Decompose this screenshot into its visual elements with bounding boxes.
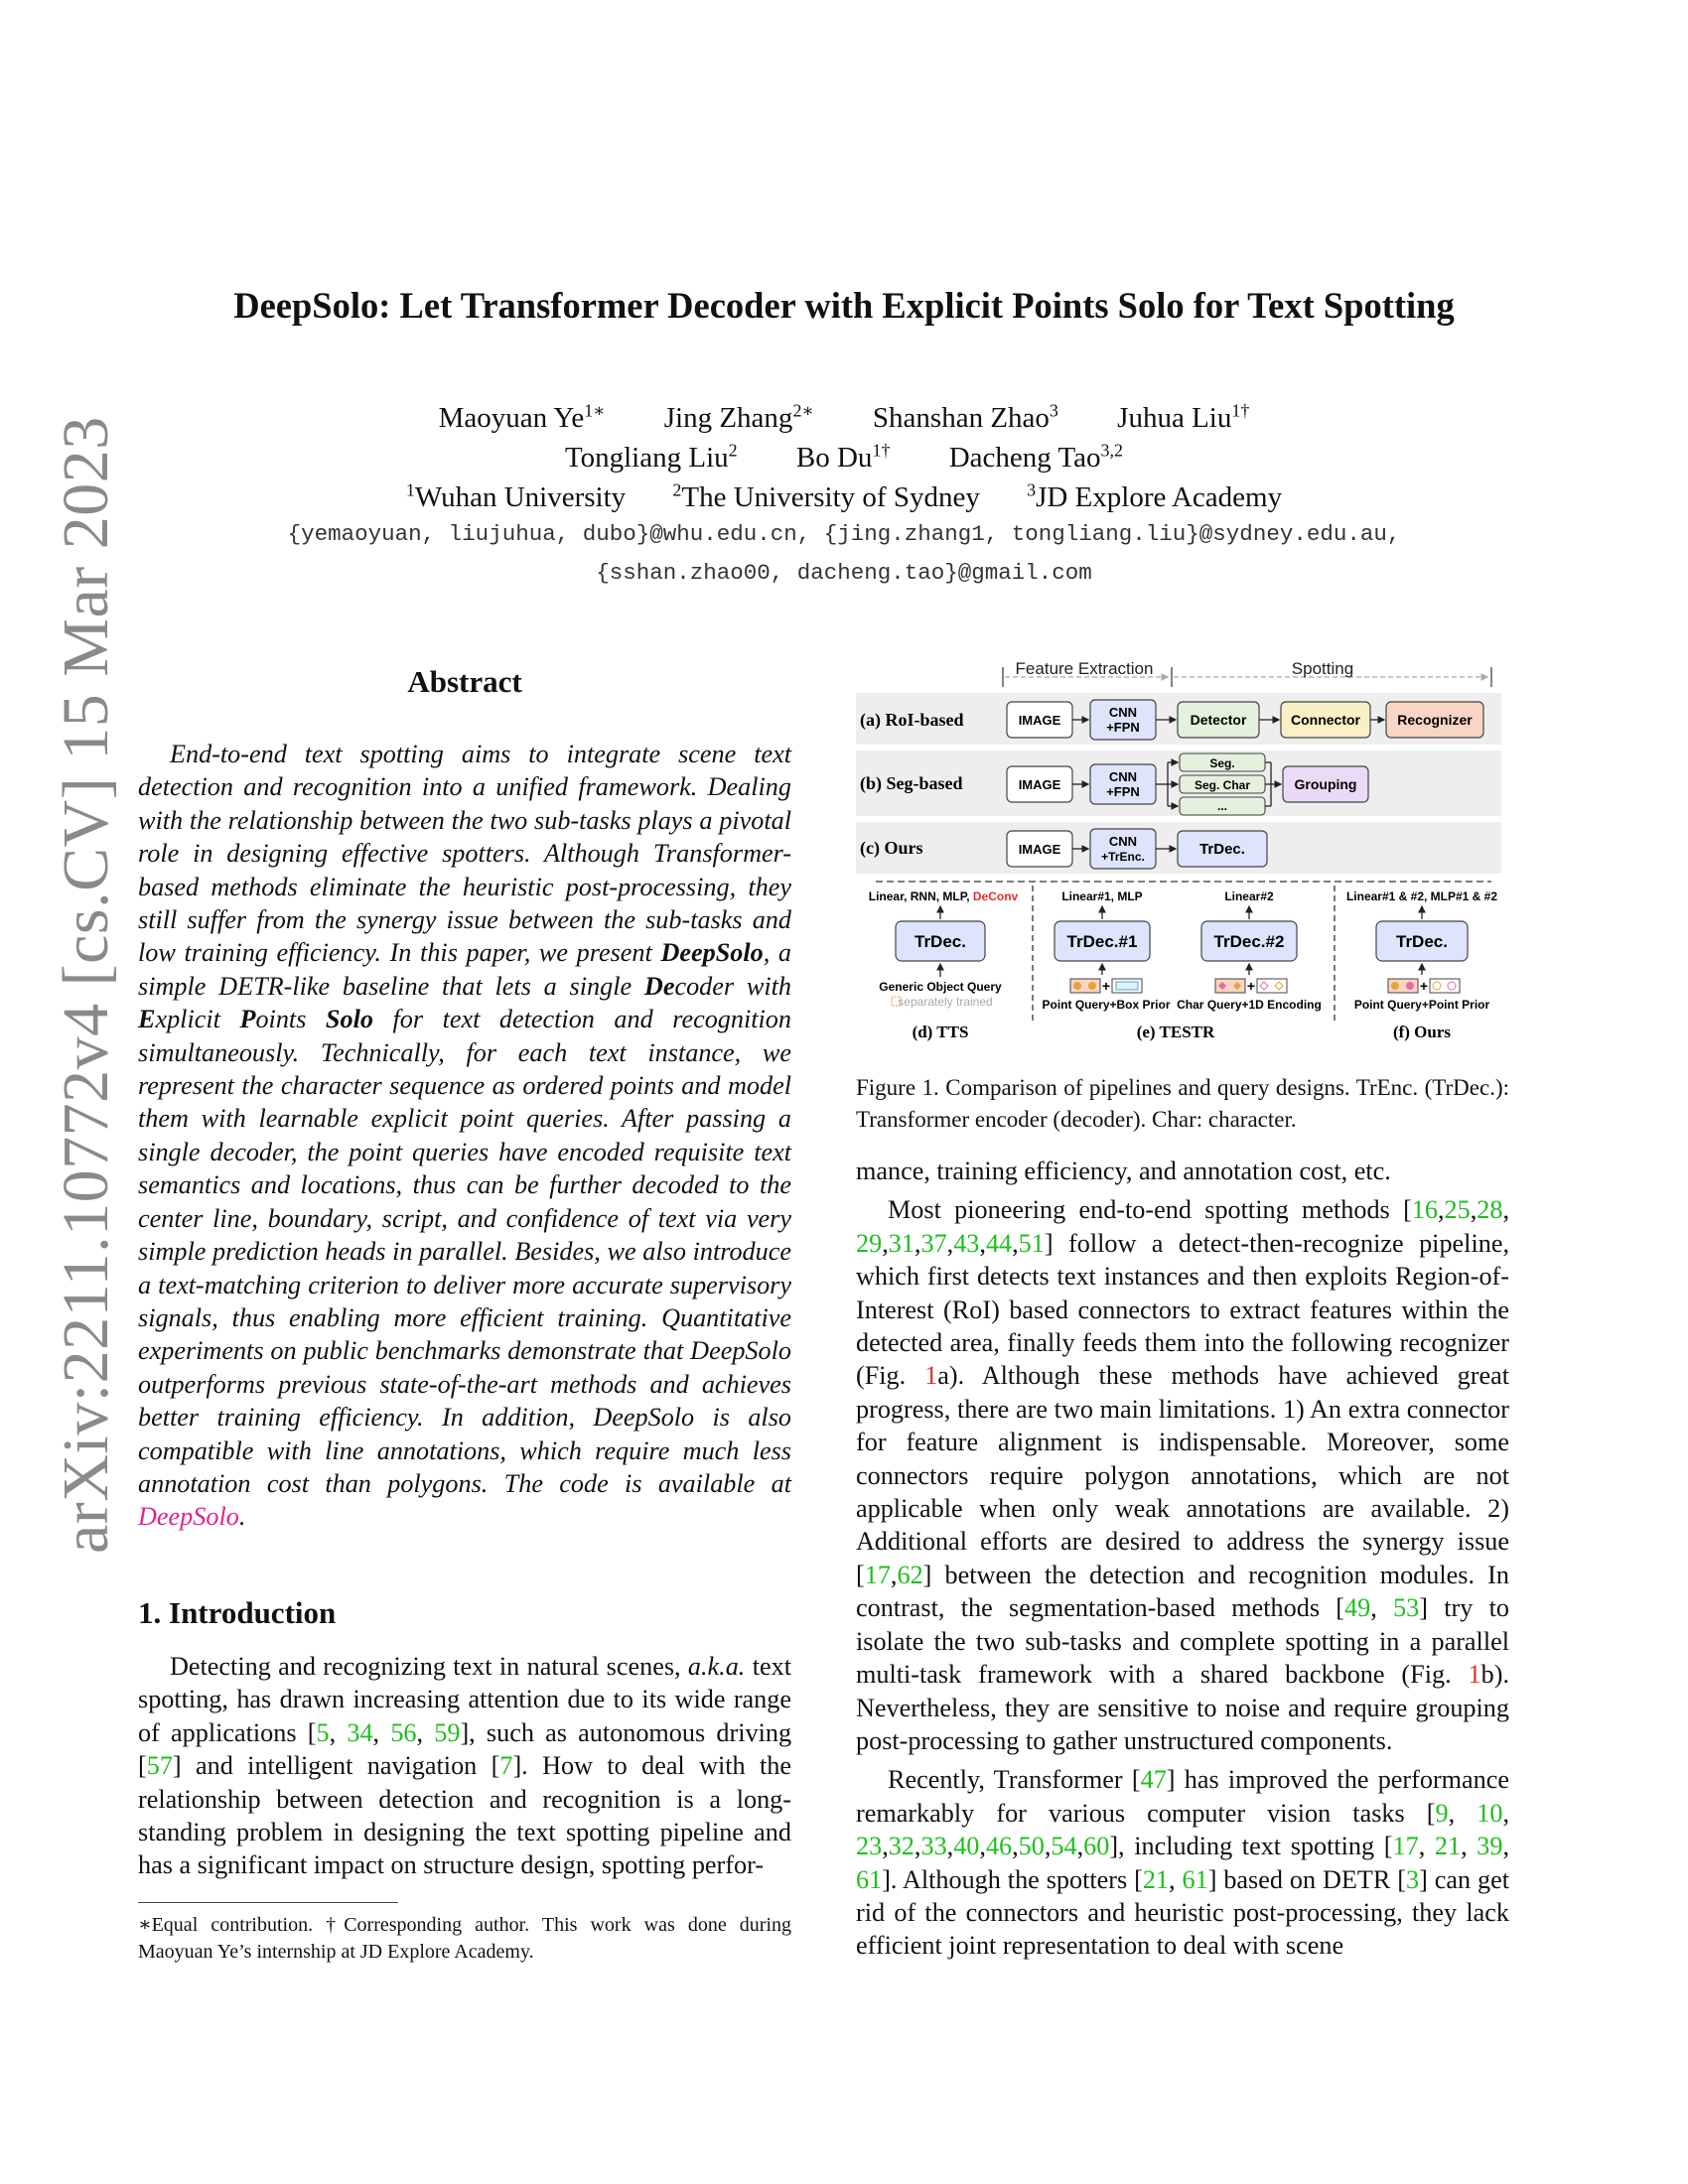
citation[interactable]: 21 [1142, 1864, 1170, 1894]
more-label: ... [1216, 799, 1228, 813]
arxiv-identifier: arXiv:2211.10772v4 [cs.CV] 15 Mar 2023 [50, 416, 122, 1554]
ours-query-label: Point Query+Point Prior [1353, 998, 1490, 1012]
plus: + [1419, 978, 1429, 994]
abstract-paragraph: End-to-end text spotting aims to integrate scene text detection and recognition into a unified framework. Dealing with the relationship between the two sub-tasks plays a pivotal role in designing effective spotters. Although Transformer-based methods eliminate the heuristic post-processing, they still suffer from the synergy issue between the sub-tasks and low training efficiency. In this paper, we present DeepSolo, a simple DETR-like baseline that lets a single Decoder with Explicit Points Solo for text detection and recognition simultaneously. Technically, for each text instance, we represent the character sequence as ordered points and model them with learnable explicit point queries. After passing a single decoder, the point queries have encoded requisite text semantics and locations, thus can be further decoded to the center line, boundary, script, and confidence of text via very simple prediction heads in parallel. Besides, we also introduce a text-matching criterion to deliver more accurate supervisory signals, thus enabling more efficient training. Quantitative experiments on public benchmarks demonstrate that DeepSolo outperforms previous state-of-the-art methods and achieves better training efficiency. In addition, DeepSolo is also compatible with line annotations, which require much less annotation cost than polygons. The code is available at DeepSolo. [138, 740, 792, 1532]
citation[interactable]: 50 [1018, 1832, 1045, 1861]
cnn-label: CNN [1108, 834, 1138, 849]
citation[interactable]: 47 [1140, 1765, 1167, 1795]
paragraph-transformer: Recently, Transformer [47] has improved the performance remarkably for various computer vision tasks [9, 10, 23,32,33,40,46,50,54,60], including text spotting [17, 21, 39, 61]. Although the spotters [21, 61] based on DETR [3] can get rid of the connectors and heuristic post-processing, they lack efficient joint representation to deal with scene [856, 1765, 1510, 1961]
trenc-label: +TrEnc. [1101, 850, 1145, 864]
citation[interactable]: 37 [920, 1228, 947, 1258]
author-row-2 [99, 431, 1589, 477]
citation[interactable]: 31 [888, 1228, 914, 1258]
citation[interactable]: 60 [1083, 1832, 1110, 1861]
citation[interactable]: 54 [1051, 1832, 1077, 1861]
citation[interactable]: 17 [864, 1560, 891, 1589]
intro-heading: 1. Introduction [138, 1595, 337, 1630]
tts-heads: Linear, RNN, MLP, DeConv [868, 889, 1019, 903]
citation[interactable]: 29 [856, 1228, 883, 1258]
fpn-label: +FPN [1106, 720, 1140, 735]
citation[interactable]: 46 [985, 1832, 1013, 1861]
citation[interactable]: 57 [146, 1751, 173, 1781]
paragraph-pioneering: Most pioneering end-to-end spotting methods [16,25,28, 29,31,37,43,44,51] follow a detect-then-recognize pipeline, which first detects text instances and then exploits Region-of-Interest (RoI) based connectors to extract features within the detected area, finally feeds them into the following recognizer (Fig. 1a). Although these methods have achieved great progress, there are two main limitations. 1) An extra connector for feature alignment is indispensable. Moreover, some connectors require polygon annotations, which are not applicable when only weak annotations are available. 2) Additional efforts are desired to address the synergy issue [17,62] between the detection and recognition modules. In contrast, the segmentation-based methods [49, 53] try to isolate the two sub-tasks and complete spotting in a parallel multi-task framework with a shared backbone (Fig. 1b). Nevertheless, they are sensitive to noise and require grouping post-processing to gather unstructured components. [856, 1195, 1510, 1755]
email-line-2: {sshan.zhao00, dacheng.tao}@gmail.com [596, 560, 1092, 586]
recognizer-label: Recognizer [1397, 712, 1473, 728]
affiliation: $^1$Wuhan University [405, 479, 627, 513]
image-label: IMAGE [1018, 842, 1061, 857]
affiliations [99, 471, 1589, 516]
ours-trdec-label: TrDec. [1396, 932, 1448, 951]
citation[interactable]: 34 [347, 1717, 373, 1747]
testr-head-2: Linear#2 [1224, 889, 1274, 903]
citation[interactable]: 3 [1406, 1864, 1420, 1894]
grouping-label: Grouping [1294, 776, 1357, 792]
continued-text: mance, training efficiency, and annotation cost, etc. [856, 1157, 1391, 1185]
row-label-c: (c) Ours [860, 838, 923, 858]
citation[interactable]: 28 [1477, 1195, 1503, 1225]
author: Juhua Liu$^{1\dagger}$ [1117, 400, 1250, 434]
figure-ref[interactable]: 1 [1468, 1660, 1481, 1690]
plus: + [1101, 978, 1111, 994]
citation[interactable]: 16 [1411, 1195, 1438, 1225]
citation[interactable]: 49 [1344, 1593, 1371, 1623]
affiliation: $^3$JD Explore Academy [1027, 479, 1283, 513]
author: Jing Zhang$^{2∗}$ [663, 400, 814, 434]
author: Dacheng Tao$^{3,2}$ [948, 440, 1124, 474]
figure-ref[interactable]: 1 [924, 1361, 938, 1391]
citation[interactable]: 43 [953, 1228, 980, 1258]
right-column-text [856, 1155, 1509, 1963]
citation[interactable]: 59 [434, 1717, 461, 1747]
citation[interactable]: 33 [920, 1832, 947, 1861]
citation[interactable]: 62 [897, 1560, 923, 1589]
panel-label-e: (e) TESTR [1136, 1023, 1215, 1041]
citation[interactable]: 61 [1182, 1864, 1208, 1894]
seg-char-label: Seg. Char [1194, 778, 1251, 792]
author: Maoyuan $Ye^{1∗}$ [438, 400, 606, 434]
testr-query-2: Char Query+1D Encoding [1177, 998, 1322, 1012]
detector-label: Detector [1190, 712, 1247, 728]
intro-paragraph: Detecting and recognizing text in natural scenes, a.k.a. text spotting, has drawn increasing attention due to its wide range of applications [5, 34, 56, 59], such as autonomous driving [57] and intelligent navigation [7]. How to deal with the relationship between detection and recognition is a long-standing problem in designing the text spotting pipeline and has a significant impact on structure design, spotting perfor- [138, 1652, 792, 1880]
author: Bo $Du^{1\dagger}$ [795, 440, 891, 474]
tts-trdec-label: TrDec. [914, 932, 966, 951]
plus: + [1246, 978, 1256, 994]
paper-title: DeepSolo: Let Transformer Decoder with Explicit Points Solo for Text Spotting [233, 285, 1455, 326]
citation[interactable]: 10 [1477, 1798, 1503, 1828]
footnote-rule [138, 1902, 398, 1903]
connector-label: Connector [1291, 712, 1360, 728]
figure-1 [856, 655, 1509, 1052]
cnn-label: CNN [1108, 705, 1138, 720]
citation[interactable]: 9 [1435, 1798, 1449, 1828]
tts-query-label: Generic Object Query [879, 980, 1002, 994]
seg-label: Seg. [1209, 756, 1235, 770]
citation[interactable]: 25 [1444, 1195, 1471, 1225]
cnn-label: CNN [1108, 769, 1138, 784]
separately-trained-label: separately trained [898, 995, 993, 1009]
footnote: ∗Equal contribution. †Corresponding author. This work was done during Maoyuan Ye’s internship at JD Explore Academy. [138, 1914, 791, 1963]
fpn-label: +FPN [1106, 784, 1140, 799]
author: Shanshan Zhao$^3$ [872, 400, 1058, 434]
trdec-label: TrDec. [1199, 841, 1245, 858]
affiliation: $^2$The University of Sydney [672, 479, 980, 513]
testr-head-1: Linear#1, MLP [1061, 889, 1143, 903]
ours-heads: Linear#1 & #2, MLP#1 & #2 [1345, 889, 1498, 903]
citation[interactable]: 21 [1434, 1832, 1462, 1861]
citation[interactable]: 32 [888, 1832, 914, 1861]
row-label-a: (a) RoI-based [860, 710, 964, 730]
panel-label-f: (f) Ours [1392, 1023, 1452, 1041]
image-label: IMAGE [1018, 713, 1061, 728]
testr-query-1: Point Query+Box Prior [1042, 998, 1171, 1012]
figure-caption: Figure 1. Comparison of pipelines and query designs. TrEnc. (TrDec.): Transformer encoder (decoder). Char: character. [856, 1075, 1509, 1132]
code-link[interactable]: DeepSolo [138, 1502, 239, 1532]
testr-trdec1-label: TrDec.#1 [1066, 932, 1138, 951]
citation[interactable]: 61 [856, 1864, 883, 1894]
image-label: IMAGE [1018, 777, 1061, 792]
testr-trdec2-label: TrDec.#2 [1213, 932, 1285, 951]
citation[interactable]: 44 [985, 1228, 1013, 1258]
author: Tongliang Liu$^2$ [564, 440, 738, 474]
citation[interactable]: 53 [1393, 1593, 1420, 1623]
citation[interactable]: 51 [1018, 1228, 1045, 1258]
citation[interactable]: 23 [856, 1832, 883, 1861]
header-spotting: Spotting [1291, 659, 1354, 678]
abstract-heading: Abstract [407, 664, 522, 699]
row-label-b: (b) Seg-based [860, 773, 963, 793]
citation[interactable]: 40 [953, 1832, 980, 1861]
citation[interactable]: 56 [390, 1717, 417, 1747]
intro-body [138, 1650, 791, 1882]
citation[interactable]: 7 [499, 1751, 513, 1781]
citation[interactable]: 17 [1392, 1832, 1419, 1861]
abstract-body [138, 738, 791, 1534]
panel-label-d: (d) TTS [912, 1023, 969, 1041]
citation[interactable]: 39 [1477, 1832, 1503, 1861]
citation[interactable]: 5 [316, 1717, 330, 1747]
email-line-1: {yemaoyuan, liujuhua, dubo}@whu.edu.cn, {jing.zhang1, tongliang.liu}@sydney.edu.au, [287, 521, 1401, 547]
author-row-1 [99, 391, 1589, 437]
header-feature-extraction: Feature Extraction [1015, 659, 1154, 678]
